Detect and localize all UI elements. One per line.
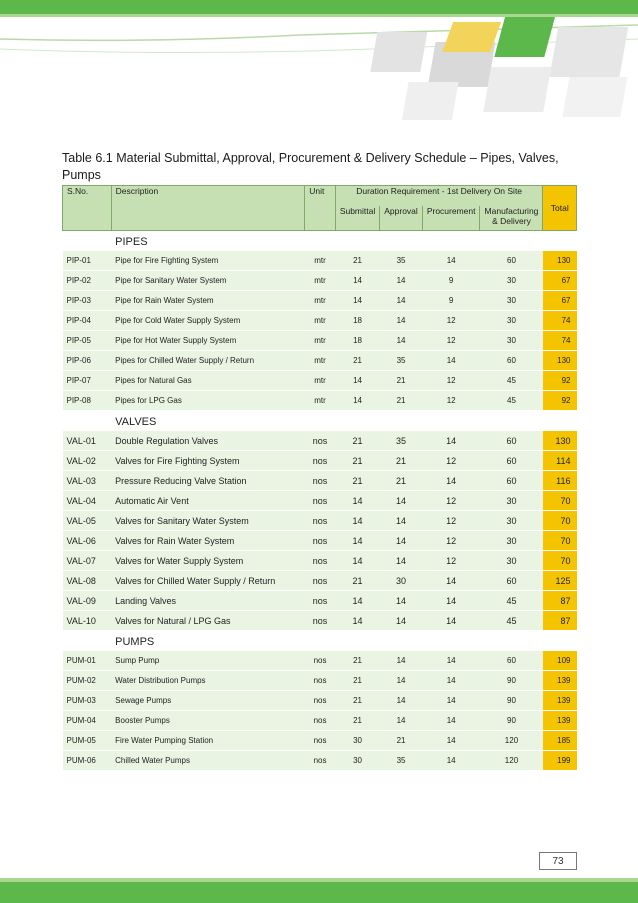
table-row — [63, 291, 577, 311]
cell-description: Pipe for Hot Water Supply System — [111, 331, 305, 351]
header-total: Total — [543, 186, 577, 231]
cell-sno: VAL-07 — [63, 551, 112, 571]
header-description: Description — [111, 186, 305, 231]
cell-manufacturing: 90 — [480, 671, 543, 691]
cell-approval: 14 — [380, 651, 423, 671]
cell-sno: PUM-04 — [63, 711, 112, 731]
cell-submittal: 21 — [335, 431, 379, 451]
cell-manufacturing: 90 — [480, 711, 543, 731]
cell-procurement: 14 — [422, 471, 480, 491]
cell-total: 185 — [543, 731, 577, 751]
cell-unit: mtr — [305, 331, 336, 351]
header-manufacturing: Manufacturing & Delivery — [480, 206, 543, 231]
cell-unit: nos — [305, 511, 336, 531]
table-row — [63, 691, 577, 711]
cell-submittal: 14 — [335, 391, 379, 411]
cell-sno: PIP-06 — [63, 351, 112, 371]
cell-description: Sump Pump — [111, 651, 305, 671]
cell-total: 70 — [543, 491, 577, 511]
cell-approval: 21 — [380, 471, 423, 491]
cell-manufacturing: 45 — [480, 591, 543, 611]
table-row — [63, 311, 577, 331]
cell-unit: nos — [305, 591, 336, 611]
cell-sno: PIP-03 — [63, 291, 112, 311]
table-row — [63, 671, 577, 691]
cell-submittal: 21 — [335, 251, 379, 271]
cell-total: 92 — [543, 371, 577, 391]
cell-procurement: 14 — [422, 431, 480, 451]
cell-manufacturing: 120 — [480, 731, 543, 751]
cell-procurement: 14 — [422, 351, 480, 371]
cell-submittal: 30 — [335, 751, 379, 771]
cell-submittal: 21 — [335, 651, 379, 671]
cell-sno: VAL-08 — [63, 571, 112, 591]
cell-unit: mtr — [305, 371, 336, 391]
header-sno: S.No. — [63, 186, 112, 231]
cell-manufacturing: 60 — [480, 351, 543, 371]
cell-procurement: 14 — [422, 751, 480, 771]
cell-total: 70 — [543, 511, 577, 531]
cell-total: 87 — [543, 611, 577, 631]
cell-manufacturing: 60 — [480, 431, 543, 451]
cell-manufacturing: 90 — [480, 691, 543, 711]
cell-description: Booster Pumps — [111, 711, 305, 731]
cell-submittal: 14 — [335, 371, 379, 391]
cell-manufacturing: 30 — [480, 491, 543, 511]
cell-procurement: 12 — [422, 491, 480, 511]
cell-unit: mtr — [305, 291, 336, 311]
cell-description: Sewage Pumps — [111, 691, 305, 711]
cell-unit: nos — [305, 431, 336, 451]
cell-submittal: 18 — [335, 331, 379, 351]
bottom-green-bar — [0, 882, 638, 903]
section-row — [63, 231, 577, 251]
header-decoration — [0, 17, 638, 127]
cell-submittal: 21 — [335, 711, 379, 731]
cell-sno: PIP-04 — [63, 311, 112, 331]
cell-manufacturing: 30 — [480, 271, 543, 291]
cell-unit: nos — [305, 691, 336, 711]
cell-manufacturing: 30 — [480, 531, 543, 551]
cell-unit: nos — [305, 671, 336, 691]
cell-manufacturing: 60 — [480, 451, 543, 471]
cell-procurement: 14 — [422, 251, 480, 271]
cell-submittal: 21 — [335, 691, 379, 711]
cell-description: Landing Valves — [111, 591, 305, 611]
cell-approval: 14 — [380, 491, 423, 511]
cell-sno: VAL-02 — [63, 451, 112, 471]
cell-unit: mtr — [305, 391, 336, 411]
cell-approval: 35 — [380, 431, 423, 451]
table-row — [63, 351, 577, 371]
cell-submittal: 14 — [335, 551, 379, 571]
cell-unit: nos — [305, 651, 336, 671]
cell-unit: nos — [305, 711, 336, 731]
cell-sno: PIP-05 — [63, 331, 112, 351]
header-submittal: Submittal — [335, 206, 379, 231]
cell-approval: 14 — [380, 291, 423, 311]
header-approval: Approval — [380, 206, 423, 231]
cell-total: 125 — [543, 571, 577, 591]
cell-submittal: 21 — [335, 571, 379, 591]
cell-procurement: 12 — [422, 311, 480, 331]
cell-sno: VAL-06 — [63, 531, 112, 551]
table-caption: Table 6.1 Material Submittal, Approval, Procurement & Delivery Schedule – Pipes, Valves, Pumps — [62, 151, 559, 182]
table-row — [63, 611, 577, 631]
table-row — [63, 751, 577, 771]
table-row — [63, 591, 577, 611]
cell-submittal: 14 — [335, 511, 379, 531]
cell-description: Water Distribution Pumps — [111, 671, 305, 691]
cell-approval: 14 — [380, 711, 423, 731]
cell-procurement: 12 — [422, 531, 480, 551]
cell-approval: 21 — [380, 391, 423, 411]
section-title: PIPES — [111, 231, 576, 251]
cell-description: Valves for Natural / LPG Gas — [111, 611, 305, 631]
cell-approval: 14 — [380, 591, 423, 611]
cell-total: 109 — [543, 651, 577, 671]
cell-procurement: 14 — [422, 731, 480, 751]
cell-sno: VAL-04 — [63, 491, 112, 511]
cell-total: 74 — [543, 331, 577, 351]
cell-description: Pipes for Natural Gas — [111, 371, 305, 391]
cell-sno: VAL-05 — [63, 511, 112, 531]
cell-unit: mtr — [305, 311, 336, 331]
cell-submittal: 14 — [335, 491, 379, 511]
cell-procurement: 14 — [422, 571, 480, 591]
cell-description: Valves for Chilled Water Supply / Return — [111, 571, 305, 591]
cell-manufacturing: 30 — [480, 551, 543, 571]
cell-sno: PIP-07 — [63, 371, 112, 391]
cell-approval: 14 — [380, 551, 423, 571]
cell-manufacturing: 30 — [480, 511, 543, 531]
table-row — [63, 331, 577, 351]
cell-description: Pipe for Cold Water Supply System — [111, 311, 305, 331]
top-green-bar — [0, 0, 638, 14]
cell-total: 139 — [543, 691, 577, 711]
table-row — [63, 391, 577, 411]
cell-manufacturing: 30 — [480, 311, 543, 331]
table-row — [63, 491, 577, 511]
cell-submittal: 14 — [335, 531, 379, 551]
cell-procurement: 12 — [422, 391, 480, 411]
cell-manufacturing: 120 — [480, 751, 543, 771]
cell-procurement: 12 — [422, 511, 480, 531]
cell-total: 70 — [543, 531, 577, 551]
cell-manufacturing: 45 — [480, 391, 543, 411]
cell-description: Pipe for Rain Water System — [111, 291, 305, 311]
cell-total: 130 — [543, 351, 577, 371]
cell-description: Pipe for Fire Fighting System — [111, 251, 305, 271]
table-body — [63, 231, 577, 771]
cell-sno: VAL-01 — [63, 431, 112, 451]
cell-approval: 35 — [380, 751, 423, 771]
cell-description: Fire Water Pumping Station — [111, 731, 305, 751]
table-row — [63, 571, 577, 591]
cell-sno: VAL-09 — [63, 591, 112, 611]
cell-description: Chilled Water Pumps — [111, 751, 305, 771]
cell-approval: 14 — [380, 611, 423, 631]
table-row — [63, 371, 577, 391]
section-row — [63, 411, 577, 431]
section-title: VALVES — [111, 411, 576, 431]
cell-sno: PUM-06 — [63, 751, 112, 771]
cell-sno: PIP-08 — [63, 391, 112, 411]
table-row — [63, 471, 577, 491]
cell-manufacturing: 30 — [480, 331, 543, 351]
cell-total: 199 — [543, 751, 577, 771]
table-row — [63, 431, 577, 451]
cell-sno: PIP-02 — [63, 271, 112, 291]
cell-description: Valves for Sanitary Water System — [111, 511, 305, 531]
cell-submittal: 14 — [335, 291, 379, 311]
cell-sno: VAL-03 — [63, 471, 112, 491]
cell-approval: 14 — [380, 271, 423, 291]
cell-procurement: 14 — [422, 711, 480, 731]
cell-sno: PUM-05 — [63, 731, 112, 751]
cell-manufacturing: 45 — [480, 371, 543, 391]
cell-sno: PIP-01 — [63, 251, 112, 271]
cell-unit: mtr — [305, 271, 336, 291]
cell-total: 67 — [543, 291, 577, 311]
cell-submittal: 14 — [335, 591, 379, 611]
table-row — [63, 551, 577, 571]
cell-approval: 21 — [380, 371, 423, 391]
cell-total: 92 — [543, 391, 577, 411]
table-row — [63, 451, 577, 471]
cell-submittal: 21 — [335, 351, 379, 371]
cell-total: 67 — [543, 271, 577, 291]
cell-sno: PUM-02 — [63, 671, 112, 691]
cell-approval: 35 — [380, 251, 423, 271]
cell-submittal: 14 — [335, 611, 379, 631]
page-number: 73 — [539, 852, 577, 870]
table-row — [63, 731, 577, 751]
cell-approval: 14 — [380, 311, 423, 331]
cell-approval: 21 — [380, 451, 423, 471]
cell-description: Valves for Rain Water System — [111, 531, 305, 551]
cell-approval: 14 — [380, 691, 423, 711]
cell-unit: nos — [305, 751, 336, 771]
cell-sno: VAL-10 — [63, 611, 112, 631]
cell-submittal: 14 — [335, 271, 379, 291]
cell-approval: 14 — [380, 331, 423, 351]
cell-sno: PUM-01 — [63, 651, 112, 671]
cell-submittal: 21 — [335, 471, 379, 491]
cell-unit: nos — [305, 491, 336, 511]
cell-sno: PUM-03 — [63, 691, 112, 711]
cell-total: 116 — [543, 471, 577, 491]
cell-manufacturing: 60 — [480, 471, 543, 491]
cell-procurement: 9 — [422, 291, 480, 311]
header-procurement: Procurement — [422, 206, 480, 231]
cell-total: 139 — [543, 671, 577, 691]
cell-description: Valves for Fire Fighting System — [111, 451, 305, 471]
cell-submittal: 18 — [335, 311, 379, 331]
cell-procurement: 14 — [422, 611, 480, 631]
cell-description: Valves for Water Supply System — [111, 551, 305, 571]
cell-procurement: 12 — [422, 451, 480, 471]
cell-procurement: 14 — [422, 691, 480, 711]
cell-approval: 21 — [380, 731, 423, 751]
cell-description: Double Regulation Valves — [111, 431, 305, 451]
cell-unit: nos — [305, 531, 336, 551]
cell-unit: nos — [305, 451, 336, 471]
table-row — [63, 271, 577, 291]
cell-procurement: 14 — [422, 671, 480, 691]
cell-procurement: 9 — [422, 271, 480, 291]
table-row — [63, 651, 577, 671]
cell-unit: nos — [305, 611, 336, 631]
table-row — [63, 711, 577, 731]
cell-description: Pipes for LPG Gas — [111, 391, 305, 411]
table-row — [63, 251, 577, 271]
header-unit: Unit — [305, 186, 336, 231]
cell-submittal: 30 — [335, 731, 379, 751]
cell-description: Pressure Reducing Valve Station — [111, 471, 305, 491]
cell-submittal: 21 — [335, 671, 379, 691]
cell-unit: nos — [305, 571, 336, 591]
cell-total: 139 — [543, 711, 577, 731]
cell-submittal: 21 — [335, 451, 379, 471]
cell-unit: nos — [305, 471, 336, 491]
cell-total: 87 — [543, 591, 577, 611]
cell-unit: mtr — [305, 351, 336, 371]
cell-manufacturing: 60 — [480, 251, 543, 271]
cell-total: 114 — [543, 451, 577, 471]
section-row — [63, 631, 577, 651]
cell-total: 130 — [543, 431, 577, 451]
section-title: PUMPS — [111, 631, 576, 651]
cell-procurement: 12 — [422, 331, 480, 351]
cell-manufacturing: 60 — [480, 571, 543, 591]
cell-approval: 14 — [380, 511, 423, 531]
cell-procurement: 12 — [422, 551, 480, 571]
cell-procurement: 14 — [422, 591, 480, 611]
header-duration: Duration Requirement - 1st Delivery On Site — [335, 186, 543, 207]
cell-approval: 14 — [380, 671, 423, 691]
cell-description: Automatic Air Vent — [111, 491, 305, 511]
cell-total: 130 — [543, 251, 577, 271]
cell-manufacturing: 60 — [480, 651, 543, 671]
cell-approval: 35 — [380, 351, 423, 371]
cell-procurement: 14 — [422, 651, 480, 671]
cell-unit: mtr — [305, 251, 336, 271]
cell-unit: nos — [305, 551, 336, 571]
cell-description: Pipe for Sanitary Water System — [111, 271, 305, 291]
cell-approval: 30 — [380, 571, 423, 591]
cell-approval: 14 — [380, 531, 423, 551]
cell-description: Pipes for Chilled Water Supply / Return — [111, 351, 305, 371]
cell-total: 70 — [543, 551, 577, 571]
table-row — [63, 531, 577, 551]
cell-total: 74 — [543, 311, 577, 331]
schedule-table — [62, 185, 577, 771]
cell-manufacturing: 45 — [480, 611, 543, 631]
cell-unit: nos — [305, 731, 336, 751]
cell-manufacturing: 30 — [480, 291, 543, 311]
cell-procurement: 12 — [422, 371, 480, 391]
table-row — [63, 511, 577, 531]
